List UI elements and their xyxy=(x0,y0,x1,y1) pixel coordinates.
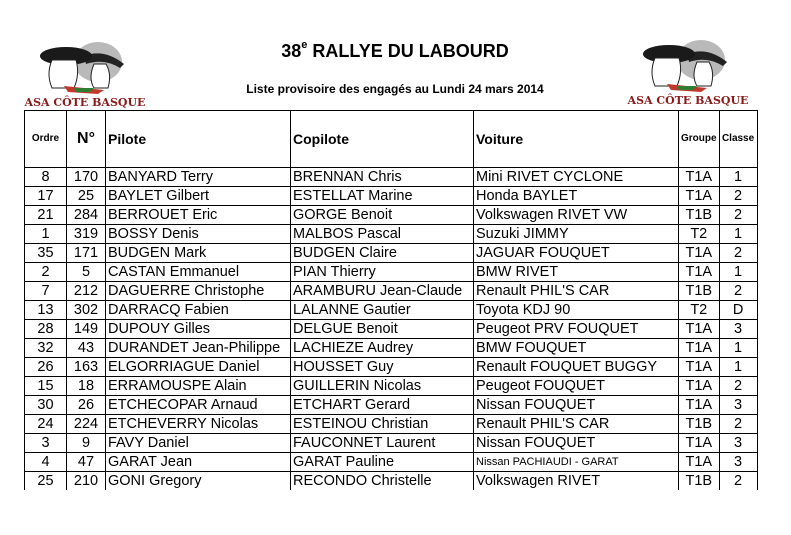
cell-numero: 149 xyxy=(67,320,106,339)
cell-classe: 1 xyxy=(719,339,757,358)
cell-ordre: 26 xyxy=(25,358,67,377)
cell-copilote: MALBOS Pascal xyxy=(291,225,474,244)
cell-classe: 2 xyxy=(719,472,757,491)
cell-groupe: T1A xyxy=(679,434,720,453)
table-row xyxy=(25,472,758,491)
cell-classe: 3 xyxy=(719,453,757,472)
cell-ordre: 8 xyxy=(25,168,67,187)
cell-ordre: 4 xyxy=(25,453,67,472)
cell-classe: 2 xyxy=(719,187,757,206)
cell-ordre: 24 xyxy=(25,415,67,434)
cell-copilote: LACHIEZE Audrey xyxy=(291,339,474,358)
cell-classe: 1 xyxy=(719,263,757,282)
cell-ordre: 25 xyxy=(25,472,67,491)
table-header-row xyxy=(25,111,758,168)
cell-voiture: Renault PHIL'S CAR xyxy=(474,415,679,434)
cell-ordre: 17 xyxy=(25,187,67,206)
cell-voiture: Peugeot PRV FOUQUET xyxy=(474,320,679,339)
cell-groupe: T1B xyxy=(679,415,720,434)
cell-voiture: Renault FOUQUET BUGGY xyxy=(474,358,679,377)
cell-copilote: HOUSSET Guy xyxy=(291,358,474,377)
page-subtitle: Liste provisoire des engagés au Lundi 24 mars 2014 xyxy=(246,82,544,96)
cell-pilote: BAYLET Gilbert xyxy=(106,187,291,206)
cell-pilote: BUDGEN Mark xyxy=(106,244,291,263)
cell-groupe: T1A xyxy=(679,187,720,206)
cell-classe: 1 xyxy=(719,225,757,244)
cell-groupe: T1A xyxy=(679,263,720,282)
table-row xyxy=(25,187,758,206)
cell-numero: 210 xyxy=(67,472,106,491)
table-row xyxy=(25,453,758,472)
cell-voiture: Mini RIVET CYCLONE xyxy=(474,168,679,187)
cell-pilote: ETCHECOPAR Arnaud xyxy=(106,396,291,415)
club-logo-right xyxy=(627,32,749,107)
cell-groupe: T1A xyxy=(679,396,720,415)
cell-numero: 170 xyxy=(67,168,106,187)
cell-copilote: ESTEINOU Christian xyxy=(291,415,474,434)
logo-text: ASA CÔTE BASQUE xyxy=(627,94,749,107)
cell-copilote: GUILLERIN Nicolas xyxy=(291,377,474,396)
cell-pilote: ELGORRIAGUE Daniel xyxy=(106,358,291,377)
table-row xyxy=(25,301,758,320)
column-header-copilote: Copilote xyxy=(291,111,474,168)
cell-pilote: GONI Gregory xyxy=(106,472,291,491)
cell-ordre: 3 xyxy=(25,434,67,453)
cell-voiture: Honda BAYLET xyxy=(474,187,679,206)
cell-pilote: DARRACQ Fabien xyxy=(106,301,291,320)
cell-groupe: T1A xyxy=(679,377,720,396)
cell-copilote: LALANNE Gautier xyxy=(291,301,474,320)
cell-voiture: Nissan FOUQUET xyxy=(474,396,679,415)
cell-voiture: Renault PHIL'S CAR xyxy=(474,282,679,301)
column-header-numero: N° xyxy=(67,111,106,168)
cell-voiture: Volkswagen RIVET xyxy=(474,472,679,491)
cell-ordre: 2 xyxy=(25,263,67,282)
cell-ordre: 32 xyxy=(25,339,67,358)
cell-pilote: ERRAMOUSPE Alain xyxy=(106,377,291,396)
cell-numero: 319 xyxy=(67,225,106,244)
title-text: RALLYE DU LABOURD xyxy=(307,41,509,61)
cell-numero: 5 xyxy=(67,263,106,282)
cell-classe: 2 xyxy=(719,377,757,396)
cell-copilote: DELGUE Benoit xyxy=(291,320,474,339)
title-superscript: e xyxy=(301,39,308,51)
table-row xyxy=(25,320,758,339)
cell-classe: 2 xyxy=(719,282,757,301)
cell-numero: 284 xyxy=(67,206,106,225)
table-row xyxy=(25,244,758,263)
table-row xyxy=(25,206,758,225)
cell-pilote: DURANDET Jean-Philippe xyxy=(106,339,291,358)
cell-voiture: Peugeot FOUQUET xyxy=(474,377,679,396)
cell-pilote: GARAT Jean xyxy=(106,453,291,472)
cell-copilote: RECONDO Christelle xyxy=(291,472,474,491)
title-number: 38 xyxy=(281,41,302,61)
club-logo-left xyxy=(24,34,146,109)
table-row xyxy=(25,339,758,358)
column-header-pilote: Pilote xyxy=(106,111,291,168)
cell-numero: 18 xyxy=(67,377,106,396)
cell-pilote: BERROUET Eric xyxy=(106,206,291,225)
cell-copilote: ARAMBURU Jean-Claude xyxy=(291,282,474,301)
cell-ordre: 35 xyxy=(25,244,67,263)
cell-classe: 3 xyxy=(719,396,757,415)
table-row xyxy=(25,396,758,415)
cell-ordre: 28 xyxy=(25,320,67,339)
cell-classe: 3 xyxy=(719,434,757,453)
cell-ordre: 21 xyxy=(25,206,67,225)
cell-numero: 171 xyxy=(67,244,106,263)
cell-groupe: T1B xyxy=(679,206,720,225)
cell-copilote: PIAN Thierry xyxy=(291,263,474,282)
page-title xyxy=(245,41,545,62)
cell-classe: 3 xyxy=(719,320,757,339)
cell-ordre: 15 xyxy=(25,377,67,396)
cell-groupe: T1A xyxy=(679,244,720,263)
cell-groupe: T1B xyxy=(679,472,720,491)
cell-classe: 2 xyxy=(719,415,757,434)
table-row xyxy=(25,415,758,434)
cell-classe: 1 xyxy=(719,358,757,377)
cell-groupe: T2 xyxy=(679,225,720,244)
table-row xyxy=(25,282,758,301)
cell-classe: 2 xyxy=(719,244,757,263)
cell-voiture: Volkswagen RIVET VW xyxy=(474,206,679,225)
cell-numero: 9 xyxy=(67,434,106,453)
column-header-groupe: Groupe xyxy=(679,111,720,168)
cell-numero: 163 xyxy=(67,358,106,377)
table-row xyxy=(25,377,758,396)
table-row xyxy=(25,225,758,244)
cell-ordre: 1 xyxy=(25,225,67,244)
cell-voiture: Nissan FOUQUET xyxy=(474,434,679,453)
cell-groupe: T1A xyxy=(679,339,720,358)
cell-voiture: BMW FOUQUET xyxy=(474,339,679,358)
cell-copilote: GARAT Pauline xyxy=(291,453,474,472)
cell-groupe: T1A xyxy=(679,453,720,472)
cell-classe: D xyxy=(719,301,757,320)
cell-pilote: BANYARD Terry xyxy=(106,168,291,187)
cell-pilote: DUPOUY Gilles xyxy=(106,320,291,339)
cell-voiture: Suzuki JIMMY xyxy=(474,225,679,244)
cell-copilote: ESTELLAT Marine xyxy=(291,187,474,206)
cell-voiture: BMW RIVET xyxy=(474,263,679,282)
cell-groupe: T1B xyxy=(679,282,720,301)
entries-table xyxy=(24,110,758,490)
cell-numero: 302 xyxy=(67,301,106,320)
cell-ordre: 30 xyxy=(25,396,67,415)
cell-groupe: T1A xyxy=(679,358,720,377)
cell-ordre: 7 xyxy=(25,282,67,301)
cell-pilote: BOSSY Denis xyxy=(106,225,291,244)
cell-pilote: ETCHEVERRY Nicolas xyxy=(106,415,291,434)
cell-copilote: BRENNAN Chris xyxy=(291,168,474,187)
cell-classe: 1 xyxy=(719,168,757,187)
column-header-classe: Classe xyxy=(719,111,757,168)
cell-groupe: T1A xyxy=(679,168,720,187)
cell-copilote: GORGE Benoit xyxy=(291,206,474,225)
cell-copilote: BUDGEN Claire xyxy=(291,244,474,263)
column-header-ordre: Ordre xyxy=(25,111,67,168)
table-row xyxy=(25,434,758,453)
table-row xyxy=(25,168,758,187)
logo-text: ASA CÔTE BASQUE xyxy=(24,96,146,109)
cell-voiture: JAGUAR FOUQUET xyxy=(474,244,679,263)
column-header-voiture: Voiture xyxy=(474,111,679,168)
cell-numero: 26 xyxy=(67,396,106,415)
cell-copilote: FAUCONNET Laurent xyxy=(291,434,474,453)
cell-voiture: Toyota KDJ 90 xyxy=(474,301,679,320)
cell-numero: 212 xyxy=(67,282,106,301)
cell-numero: 224 xyxy=(67,415,106,434)
table-row xyxy=(25,263,758,282)
cell-pilote: FAVY Daniel xyxy=(106,434,291,453)
cell-pilote: CASTAN Emmanuel xyxy=(106,263,291,282)
cell-numero: 47 xyxy=(67,453,106,472)
cell-ordre: 13 xyxy=(25,301,67,320)
cell-copilote: ETCHART Gerard xyxy=(291,396,474,415)
cell-voiture: Nissan PACHIAUDI - GARAT xyxy=(474,453,679,472)
cell-groupe: T2 xyxy=(679,301,720,320)
cell-numero: 25 xyxy=(67,187,106,206)
cell-numero: 43 xyxy=(67,339,106,358)
cell-groupe: T1A xyxy=(679,320,720,339)
cell-classe: 2 xyxy=(719,206,757,225)
table-row xyxy=(25,358,758,377)
cell-pilote: DAGUERRE Christophe xyxy=(106,282,291,301)
